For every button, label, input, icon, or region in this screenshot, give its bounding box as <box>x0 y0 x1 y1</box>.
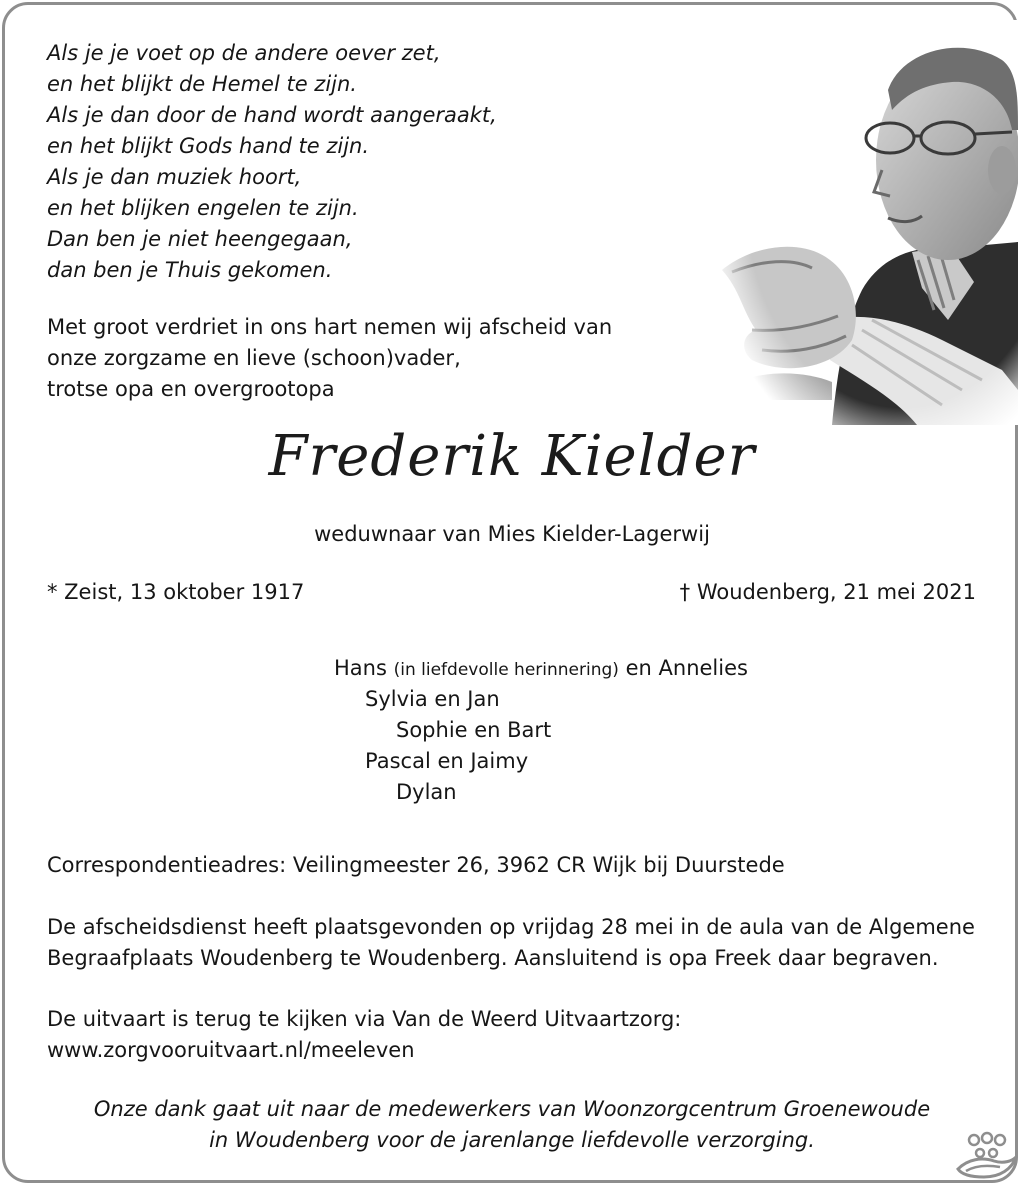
livestream-paragraph <box>47 1004 681 1066</box>
widower-line: weduwnaar van Mies Kielder-Lagerwij <box>314 522 710 546</box>
livestream-url[interactable]: www.zorgvooruitvaart.nl/meeleven <box>47 1038 415 1062</box>
family-line: Dylan <box>396 780 457 804</box>
livestream-line: De uitvaart is terug te kijken via Van de Weerd Uitvaartzorg: <box>47 1007 682 1031</box>
poem-line: Dan ben je niet heengegaan, <box>47 227 353 251</box>
portrait-photo <box>712 20 1018 425</box>
poem-line: en het blijken engelen te zijn. <box>47 196 359 220</box>
intro-line: trotse opa en overgrootopa <box>47 377 335 401</box>
thanks-text <box>0 1094 1024 1156</box>
service-line: De afscheidsdienst heeft plaatsgevonden op vrijdag 28 mei in de aula van de Algemene <box>47 915 975 939</box>
family-line: Sylvia en Jan <box>365 687 500 711</box>
poem-line: Als je dan muziek hoort, <box>47 165 302 189</box>
deceased-name: Frederik Kielder <box>268 424 756 489</box>
service-line: Begraafplaats Woudenberg te Woudenberg. Aansluitend is opa Freek daar begraven. <box>47 946 939 970</box>
thanks-line: in Woudenberg voor de jarenlange liefdevolle verzorging. <box>209 1128 815 1152</box>
family-line-hans <box>334 653 748 684</box>
poem-line: dan ben je Thuis gekomen. <box>47 258 333 282</box>
poem-line: en het blijkt de Hemel te zijn. <box>47 72 357 96</box>
service-paragraph <box>47 912 975 974</box>
family-line: Sophie en Bart <box>396 718 552 742</box>
intro-text <box>47 312 612 405</box>
poem-line: en het blijkt Gods hand te zijn. <box>47 134 370 158</box>
thanks-line: Onze dank gaat uit naar de medewerkers van Woonzorgcentrum Groenewoude <box>93 1097 931 1121</box>
birth-date: * Zeist, 13 oktober 1917 <box>47 580 305 604</box>
poem-line: Als je je voet op de andere oever zet, <box>47 41 441 65</box>
family-name: Hans <box>334 656 387 680</box>
family-list <box>334 653 748 808</box>
family-logo-icon <box>954 1131 1018 1185</box>
poem-line: Als je dan door de hand wordt aangeraakt, <box>47 103 497 127</box>
death-date: † Woudenberg, 21 mei 2021 <box>679 580 976 604</box>
intro-line: Met groot verdriet in ons hart nemen wij afscheid van <box>47 315 613 339</box>
family-line: Pascal en Jaimy <box>365 749 529 773</box>
correspondence-address: Correspondentieadres: Veilingmeester 26, 3962 CR Wijk bij Duurstede <box>47 853 785 877</box>
poem <box>47 38 497 286</box>
intro-line: onze zorgzame en lieve (schoon)vader, <box>47 346 461 370</box>
family-partner: en Annelies <box>625 656 748 680</box>
family-note: (in liefdevolle herinnering) <box>393 660 619 680</box>
